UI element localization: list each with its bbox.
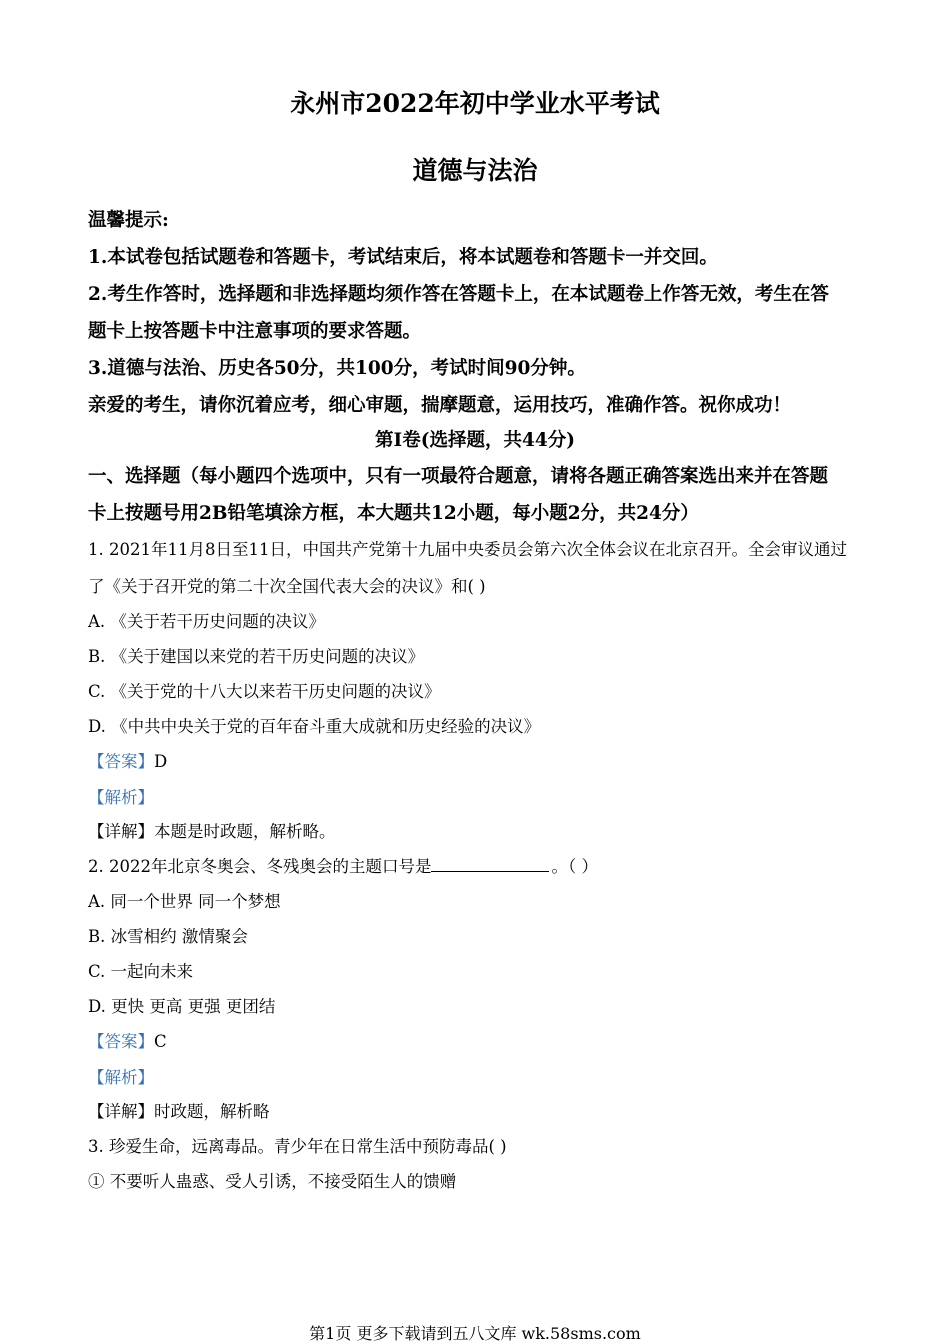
q1-option-c: C. 《关于党的十八大以来若干历史问题的决议》 xyxy=(88,682,441,701)
section-heading-line-2: 卡上按题号用2B铅笔填涂方框，本大题共12小题，每小题2分，共24分） xyxy=(88,503,699,524)
q1-option-a: A. 《关于若干历史问题的决议》 xyxy=(88,612,325,631)
q1-answer xyxy=(88,750,167,774)
q2-answer xyxy=(88,1030,167,1054)
q1-stem-line-1: 1. 2021年11月8日至11日，中国共产党第十九届中央委员会第六次全体会议在北京召开。全会审议通过 xyxy=(88,540,847,559)
q1-analysis-tag: 【解析】 xyxy=(88,788,154,807)
tip-line-1: 1.本试卷包括试题卷和答题卡，考试结束后，将本试题卷和答题卡一并交回。 xyxy=(88,247,718,268)
q2-detail: 【详解】时政题，解析略 xyxy=(88,1102,270,1121)
q2-option-a: A. 同一个世界 同一个梦想 xyxy=(88,892,281,911)
answer-tag: 【答案】 xyxy=(88,752,154,771)
q2-option-c: C. 一起向未来 xyxy=(88,962,194,981)
tip-line-4: 亲爱的考生，请你沉着应考，细心审题，揣摩题意，运用技巧，准确作答。祝你成功！ xyxy=(88,395,792,416)
tip-line-2b: 题卡上按答题卡中注意事项的要求答题。 xyxy=(88,321,422,342)
q3-stem: 3. 珍爱生命，远离毒品。青少年在日常生活中预防毒品( ) xyxy=(88,1137,507,1156)
answer-value: D xyxy=(154,752,168,771)
q1-option-b: B. 《关于建国以来党的若干历史问题的决议》 xyxy=(88,647,425,666)
q3-item-1: ① 不要听人蛊惑、受人引诱，不接受陌生人的馈赠 xyxy=(88,1172,457,1191)
fill-blank xyxy=(431,856,549,872)
q2-analysis-tag: 【解析】 xyxy=(88,1068,154,1087)
q1-stem-line-2: 了《关于召开党的第二十次全国代表大会的决议》和( ) xyxy=(88,577,486,596)
answer-tag: 【答案】 xyxy=(88,1032,154,1051)
part-title: 第Ⅰ卷(选择题，共44分) xyxy=(375,430,575,451)
q2-stem-before: 2. 2022年北京冬奥会、冬残奥会的主题口号是 xyxy=(88,857,432,876)
page-footer: 第1页 更多下载请到五八文库 wk.58sms.com xyxy=(309,1324,641,1343)
exam-title: 永州市2022年初中学业水平考试 xyxy=(290,89,660,118)
q2-stem-after: 。（ ） xyxy=(551,857,598,876)
q1-detail: 【详解】本题是时政题，解析略。 xyxy=(88,822,336,841)
q2-option-b: B. 冰雪相约 激情聚会 xyxy=(88,927,248,946)
section-heading-line-1: 一、选择题（每小题四个选项中，只有一项最符合题意，请将各题正确答案选出来并在答题 xyxy=(88,466,829,487)
tip-line-3: 3.道德与法治、历史各50分，共100分，考试时间90分钟。 xyxy=(88,358,586,379)
tips-heading: 温馨提示: xyxy=(88,210,169,231)
tip-line-2a: 2.考生作答时，选择题和非选择题均须作答在答题卡上，在本试题卷上作答无效，考生在答 xyxy=(88,284,829,305)
q2-stem xyxy=(88,855,598,879)
subject-title: 道德与法治 xyxy=(412,156,538,185)
q1-option-d: D. 《中共中央关于党的百年奋斗重大成就和历史经验的决议》 xyxy=(88,717,541,736)
answer-value: C xyxy=(154,1032,167,1051)
q2-option-d: D. 更快 更高 更强 更团结 xyxy=(88,997,276,1016)
